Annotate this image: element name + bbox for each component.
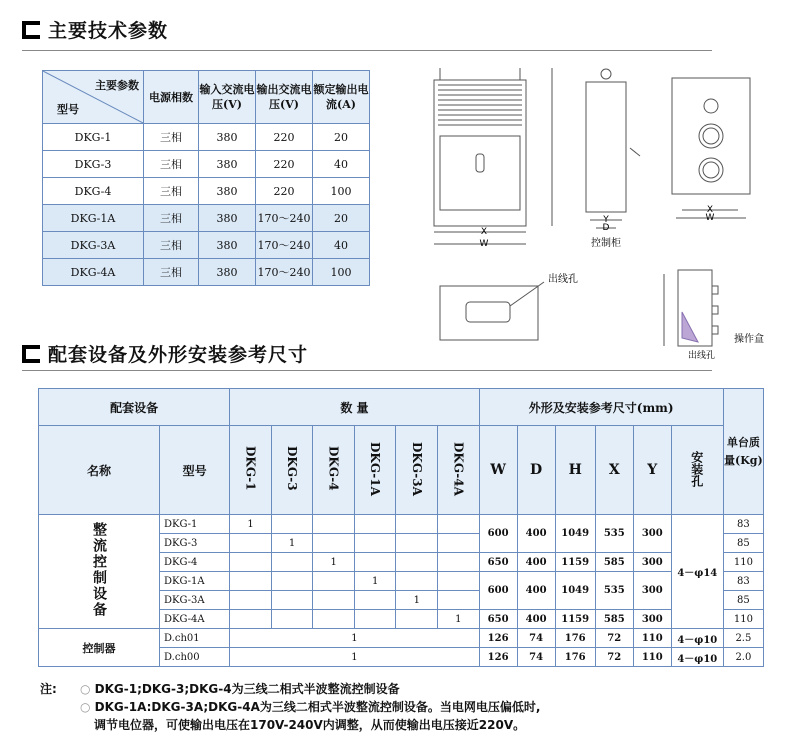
table-row — [43, 124, 370, 151]
table-cell: 三相 — [144, 232, 199, 259]
qty-cell: 1 — [271, 534, 313, 553]
qty-cell — [313, 591, 355, 610]
dim-x-label: X — [480, 227, 488, 237]
weight-cell: 85 — [723, 534, 763, 553]
weight-cell: 83 — [723, 572, 763, 591]
dim-y-label: Y — [603, 215, 609, 225]
table-cell: DKG-3A — [43, 232, 144, 259]
dim-value-cell: 72 — [595, 648, 633, 667]
qty-cell: 1 — [354, 572, 396, 591]
qty-cell — [396, 553, 438, 572]
dim-value-cell: 72 — [595, 629, 633, 648]
table-cell: 220 — [256, 124, 313, 151]
cabinet-label: 控制柜 — [591, 238, 621, 249]
dim-value-cell: 74 — [517, 648, 555, 667]
qty-cell — [313, 610, 355, 629]
hole-label-2: 出线孔 — [688, 351, 716, 361]
dim-value-cell: 1159 — [555, 553, 595, 572]
qty-cell — [271, 553, 313, 572]
dim-value-cell: 1049 — [555, 515, 595, 553]
th-dimensions: 外形及安装参考尺寸(mm) — [479, 389, 723, 426]
th-qty-model: DKG-1 — [230, 426, 272, 515]
note-bullet-icon: ○ — [80, 682, 95, 696]
table-cell: DKG-1A — [43, 205, 144, 232]
note-line-1: ○ DKG-1;DKG-3;DKG-4为三线二相式半波整流控制设备 — [80, 682, 400, 696]
th-mount: 安装孔 — [671, 426, 723, 515]
dim-value-cell: 600 — [479, 515, 517, 553]
dim-value-cell: 650 — [479, 610, 517, 629]
model-cell: DKG-1 — [160, 515, 230, 534]
section1-title: 主要技术参数 — [22, 16, 168, 43]
qty-cell — [354, 515, 396, 534]
dim-value-cell: 126 — [479, 648, 517, 667]
th-qty-model: DKG-3A — [396, 426, 438, 515]
qty-cell: 1 — [230, 515, 272, 534]
dim-value-cell: 400 — [517, 572, 555, 610]
section2-rule — [22, 370, 712, 371]
th-model: 型号 — [160, 426, 230, 515]
th-dim-col: H — [555, 426, 595, 515]
box-dim-w-label: W — [705, 213, 715, 223]
weight-cell: 85 — [723, 591, 763, 610]
group-name-rectifier: 整流控制设备 — [39, 515, 160, 629]
qty-cell — [230, 572, 272, 591]
model-cell: DKG-3A — [160, 591, 230, 610]
th-qty-model: DKG-4 — [313, 426, 355, 515]
qty-cell — [396, 515, 438, 534]
dim-w-label: W — [479, 239, 489, 249]
weight-cell: 83 — [723, 515, 763, 534]
th-qty-model: DKG-1A — [354, 426, 396, 515]
table-cell: 220 — [256, 178, 313, 205]
cabinet-side-drawing — [586, 69, 640, 228]
table-cell: DKG-4 — [43, 178, 144, 205]
table-cell: 380 — [199, 205, 256, 232]
table-cell: 三相 — [144, 151, 199, 178]
dim-value-cell: 400 — [517, 515, 555, 553]
weight-cell: 2.5 — [723, 629, 763, 648]
table-cell: 380 — [199, 124, 256, 151]
dim-value-cell: 126 — [479, 629, 517, 648]
qty-cell — [396, 572, 438, 591]
mount-hole-cell: 4－φ10 — [671, 648, 723, 667]
cabinet-front-drawing — [434, 68, 552, 244]
dim-value-cell: 1159 — [555, 610, 595, 629]
th-dim-col: Y — [633, 426, 671, 515]
th-output-voltage: 输出交流电压(V) — [256, 71, 313, 124]
dim-value-cell: 176 — [555, 648, 595, 667]
qty-cell — [354, 591, 396, 610]
qty-cell — [438, 515, 480, 534]
equipment-dimensions-table — [38, 388, 764, 667]
table-row — [43, 151, 370, 178]
qty-cell — [313, 515, 355, 534]
dim-value-cell: 300 — [633, 572, 671, 610]
th-dim-col: D — [517, 426, 555, 515]
qty-cell — [396, 534, 438, 553]
mount-hole-cell: 4－φ14 — [671, 515, 723, 629]
section2-title: 配套设备及外形安装参考尺寸 — [22, 340, 308, 367]
dim-value-cell: 400 — [517, 553, 555, 572]
dim-d-label: D — [602, 223, 610, 233]
dim-value-cell: 110 — [633, 648, 671, 667]
dim-value-cell: 585 — [595, 553, 633, 572]
table-row — [43, 205, 370, 232]
qty-cell — [313, 534, 355, 553]
dim-value-cell: 300 — [633, 515, 671, 553]
table-cell: 40 — [313, 232, 370, 259]
th-weight: 单台质量(Kg) — [723, 389, 763, 515]
model-cell: DKG-4 — [160, 553, 230, 572]
table-cell: 三相 — [144, 124, 199, 151]
qty-cell — [230, 553, 272, 572]
th-quantity: 数 量 — [230, 389, 479, 426]
qty-cell — [230, 610, 272, 629]
group-name-controller: 控制器 — [39, 629, 160, 667]
model-cell: DKG-3 — [160, 534, 230, 553]
table-cell: 20 — [313, 124, 370, 151]
th-qty-model: DKG-3 — [271, 426, 313, 515]
hole-label-1: 出线孔 — [548, 274, 578, 285]
box-label: 操作盒 — [734, 334, 764, 345]
qty-cell: 1 — [396, 591, 438, 610]
note-bullet-icon: ○ — [80, 700, 95, 714]
box-dim-x-label: X — [706, 205, 714, 215]
table-cell: 20 — [313, 205, 370, 232]
qty-cell — [438, 572, 480, 591]
mount-hole-cell: 4－φ10 — [671, 629, 723, 648]
bottom-plate-drawing — [440, 282, 544, 340]
tech-params-table — [42, 70, 370, 286]
qty-cell — [438, 534, 480, 553]
qty-cell — [271, 515, 313, 534]
note-line-2: ○ DKG-1A:DKG-3A;DKG-4A为三线二相式半波整流控制设备。当电网电压偏低时, — [80, 700, 541, 714]
th-name: 名称 — [39, 426, 160, 515]
weight-cell: 110 — [723, 553, 763, 572]
box-side-drawing — [664, 270, 718, 346]
model-cell: DKG-4A — [160, 610, 230, 629]
qty-cell — [354, 534, 396, 553]
outline-drawings — [420, 60, 780, 370]
th-phase: 电源相数 — [144, 71, 199, 124]
table-row — [39, 629, 764, 648]
table-cell: 170～240 — [256, 259, 313, 286]
table-cell: 220 — [256, 151, 313, 178]
table-cell: 三相 — [144, 259, 199, 286]
dim-value-cell: 1049 — [555, 572, 595, 610]
table-cell: 380 — [199, 259, 256, 286]
model-cell: D.ch00 — [160, 648, 230, 667]
table-cell: 380 — [199, 151, 256, 178]
table-row — [43, 178, 370, 205]
table-row — [43, 232, 370, 259]
table-cell: 170～240 — [256, 232, 313, 259]
th-equipment: 配套设备 — [39, 389, 230, 426]
qty-cell: 1 — [313, 553, 355, 572]
table-cell: 40 — [313, 151, 370, 178]
table-cell: DKG-1 — [43, 124, 144, 151]
th-input-voltage: 输入交流电压(V) — [199, 71, 256, 124]
qty-cell: 1 — [230, 648, 479, 667]
th-qty-model: DKG-4A — [438, 426, 480, 515]
qty-cell — [438, 553, 480, 572]
qty-cell — [271, 610, 313, 629]
qty-cell — [354, 610, 396, 629]
table-cell: 100 — [313, 178, 370, 205]
model-cell: DKG-1A — [160, 572, 230, 591]
model-cell: D.ch01 — [160, 629, 230, 648]
table-cell: DKG-4A — [43, 259, 144, 286]
table-row — [39, 515, 764, 534]
qty-cell — [396, 610, 438, 629]
qty-cell — [271, 591, 313, 610]
qty-cell — [230, 534, 272, 553]
dim-value-cell: 535 — [595, 572, 633, 610]
qty-cell — [354, 553, 396, 572]
table-cell: DKG-3 — [43, 151, 144, 178]
table-cell: 380 — [199, 232, 256, 259]
qty-cell — [438, 591, 480, 610]
dim-value-cell: 176 — [555, 629, 595, 648]
dim-value-cell: 535 — [595, 515, 633, 553]
table-row — [43, 259, 370, 286]
qty-cell — [313, 572, 355, 591]
box-front-drawing — [672, 78, 750, 218]
dim-value-cell: 74 — [517, 629, 555, 648]
table-cell: 三相 — [144, 178, 199, 205]
dim-value-cell: 600 — [479, 572, 517, 610]
weight-cell: 110 — [723, 610, 763, 629]
section-bracket-icon — [22, 21, 40, 39]
dim-value-cell: 650 — [479, 553, 517, 572]
diag-header-cell: 主要参数 型号 — [43, 71, 144, 124]
dim-value-cell: 300 — [633, 553, 671, 572]
section-bracket-icon — [22, 345, 40, 363]
section1-rule — [22, 50, 712, 51]
table-cell: 380 — [199, 178, 256, 205]
th-dim-col: X — [595, 426, 633, 515]
dim-value-cell: 585 — [595, 610, 633, 629]
dim-value-cell: 110 — [633, 629, 671, 648]
qty-cell — [271, 572, 313, 591]
dim-value-cell: 300 — [633, 610, 671, 629]
note-label: 注: — [40, 682, 57, 696]
note-line-3: 调节电位器，可使输出电压在170V-240V内调整，从而使输出电压接近220V。 — [94, 718, 526, 732]
table-cell: 170～240 — [256, 205, 313, 232]
dim-value-cell: 400 — [517, 610, 555, 629]
th-dim-col: W — [479, 426, 517, 515]
th-rated-current: 额定输出电流(A) — [313, 71, 370, 124]
qty-cell — [230, 591, 272, 610]
table-cell: 三相 — [144, 205, 199, 232]
table-cell: 100 — [313, 259, 370, 286]
weight-cell: 2.0 — [723, 648, 763, 667]
qty-cell: 1 — [438, 610, 480, 629]
qty-cell: 1 — [230, 629, 479, 648]
